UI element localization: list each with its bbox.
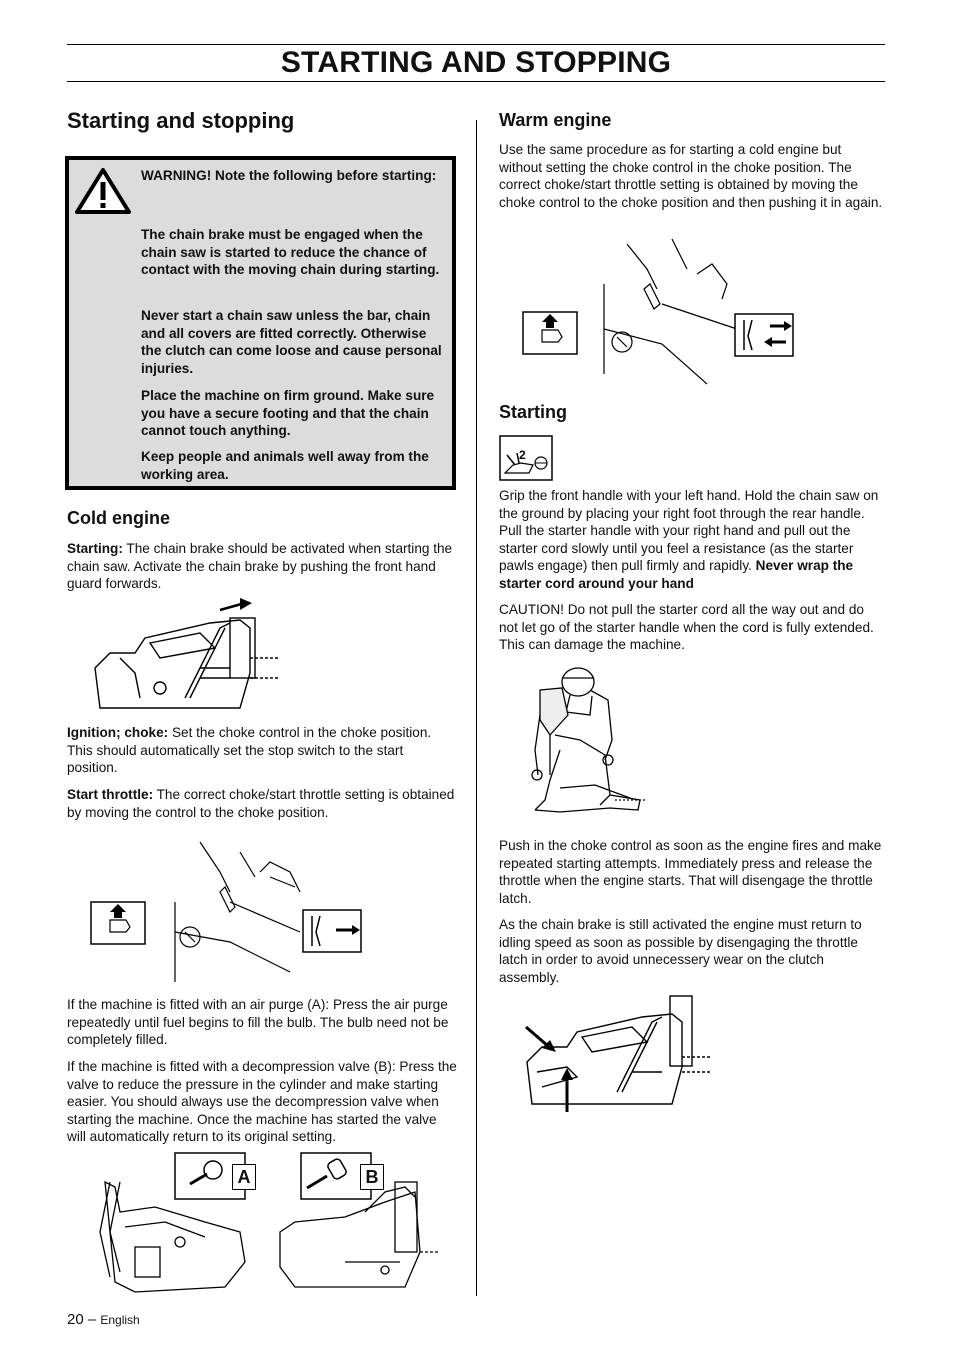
column-divider [476, 120, 477, 1296]
grip-paragraph [499, 487, 885, 593]
label-a: A [232, 1164, 256, 1190]
cold-engine-heading: Cold engine [67, 508, 170, 528]
throttle-latch-illustration [522, 992, 712, 1114]
air-purge-paragraph: If the machine is fitted with an air purge (A): Press the air purge repeatedly until fuel begins to fill the bulb. The bulb need not be completely filled. [67, 997, 449, 1048]
warm-engine-heading: Warm engine [499, 110, 612, 130]
person-starting-illustration [520, 660, 650, 825]
page-title: STARTING AND STOPPING [280, 46, 672, 79]
warning-paragraph: Never start a chain saw unless the bar, chain and all covers are fitted correctly. Otherwise the clutch can come loose and cause personal injuries. [141, 308, 442, 376]
warning-triangle-icon [73, 166, 133, 216]
choke-illustration [90, 832, 365, 988]
warning-title: WARNING! Note the following before starting: [141, 168, 437, 183]
throttle-paragraph [67, 786, 457, 821]
ignition-text: Set the choke control in the choke position. This should automatically set the stop switch to the start position. [67, 725, 432, 776]
page-number: 20 – [67, 1311, 101, 1328]
decompression-valve-illustration [275, 1152, 440, 1297]
grip-warning: Never wrap the starter cord around your hand [499, 558, 854, 591]
label-b: B [360, 1164, 384, 1190]
decompression-paragraph: If the machine is fitted with a decompression valve (B): Press the valve to reduce the pressure in the cylinder and make starting easier. You should always use the decompression valve when starting the machine. Once the machine has started the valve will automatically return to its original setting. [67, 1059, 457, 1145]
starting-symbol-icon [499, 435, 553, 481]
air-purge-illustration [95, 1152, 255, 1297]
starting-label: Starting: [67, 541, 123, 556]
footer-language: English [100, 1313, 140, 1327]
starting-text: The chain brake should be activated when starting the chain saw. Activate the chain brake by pushing the front hand guard forwards. [67, 541, 453, 592]
page-header [67, 44, 885, 82]
ignition-paragraph [67, 724, 457, 777]
section-heading: Starting and stopping [67, 108, 295, 133]
page-footer [67, 1311, 140, 1328]
svg-text:2: 2 [519, 448, 526, 462]
throttle-text: The correct choke/start throttle setting is obtained by moving the control to the choke position. [67, 787, 455, 820]
warning-paragraph: Keep people and animals well away from the working area. [141, 449, 429, 482]
starting-paragraph [67, 540, 457, 593]
caution-paragraph: CAUTION! Do not pull the starter cord all the way out and do not let go of the starter handle when the cord is fully extended. This can damage the machine. [499, 602, 874, 653]
warning-box [65, 156, 456, 490]
warning-paragraph: Place the machine on firm ground. Make sure you have a secure footing and that the chain cannot touch anything. [141, 388, 435, 439]
throttle-label: Start throttle: [67, 787, 154, 802]
warning-paragraph: The chain brake must be engaged when the chain saw is started to reduce the chance of contact with the moving chain during starting. [141, 227, 440, 278]
chain-brake-illustration [90, 598, 280, 714]
push-paragraph: Push in the choke control as soon as the engine fires and make repeated starting attempts. Immediately press and release the throttle when the engine starts. That will disengage the throttle latch. [499, 838, 882, 906]
warm-choke-illustration [522, 234, 797, 390]
ignition-label: Ignition; choke: [67, 725, 169, 740]
brake-paragraph: As the chain brake is still activated the engine must return to idling speed as soon as possible by disengaging the throttle latch in order to avoid unnecessery wear on the clutch assembly. [499, 917, 862, 985]
warm-engine-paragraph: Use the same procedure as for starting a cold engine but without setting the choke control in the choke position. The correct choke/start throttle setting is obtained by moving the choke control to the choke position and then pushing it in again. [499, 142, 883, 210]
starting-heading: Starting [499, 402, 568, 422]
grip-text: Grip the front handle with your left hand. Hold the chain saw on the ground by placing your right foot through the rear handle. Pull the starter handle with your right hand and pull out the starter cord slowly until you feel a resistance (as the starter pawls engage) then pull firmly and rapidly. [499, 488, 879, 574]
